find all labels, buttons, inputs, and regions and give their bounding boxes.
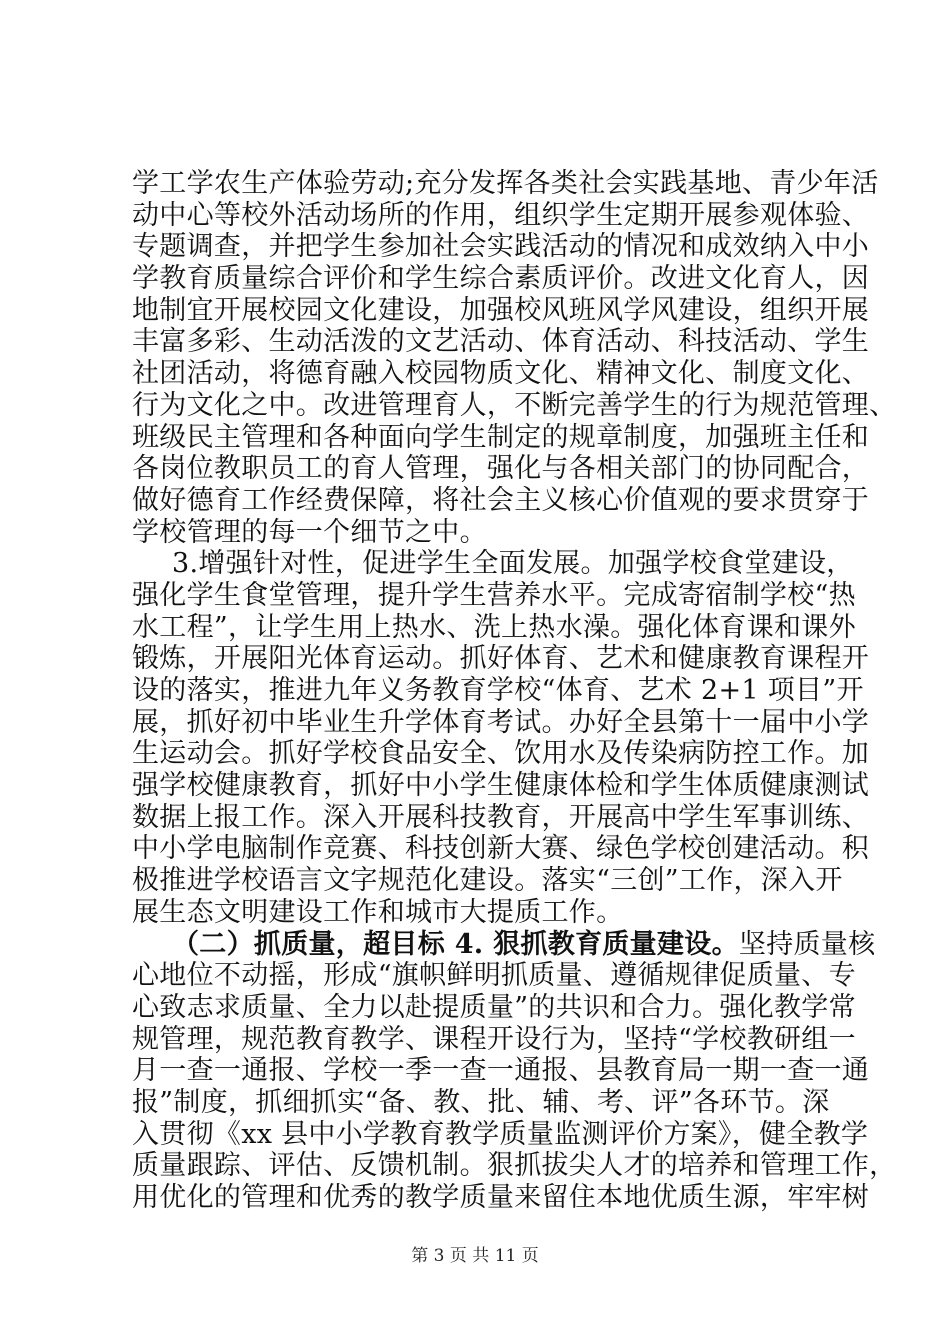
- text-line: 用优化的管理和优秀的教学质量来留住本地优质生源，牢牢树: [132, 1182, 870, 1213]
- text-line: 社团活动，将德育融入校园物质文化、精神文化、制度文化、: [132, 358, 870, 390]
- text-line: 月一查一通报、学校一季一查一通报、县教育局一期一查一通: [132, 1055, 870, 1087]
- text-line: 展生态文明建设工作和城市大提质工作。: [132, 896, 624, 928]
- text-line: 丰富多彩、生动活泼的文艺活动、体育活动、科技活动、学生: [132, 326, 870, 358]
- text-line: 学工学农生产体验劳动;充分发挥各类社会实践基地、青少年活: [132, 168, 879, 199]
- text-line: 入贯彻《xx 县中小学教育教学质量监测评价方案》，健全教学: [132, 1118, 869, 1150]
- text-line: 锻炼，开展阳光体育运动。抓好体育、艺术和健康教育课程开: [132, 643, 870, 675]
- text-line: 规管理，规范教育教学、课程开设行为，坚持“学校教研组一: [132, 1023, 856, 1055]
- text-line: 质量跟踪、评估、反馈机制。狠抓拔尖人才的培养和管理工作，: [132, 1150, 897, 1182]
- document-body: [132, 168, 897, 1214]
- text-line: 地制宜开展校园文化建设，加强校风班风学风建设，组织开展: [132, 294, 870, 326]
- text-line: 班级民主管理和各种面向学生制定的规章制度，加强班主任和: [132, 421, 870, 453]
- text-line: 做好德育工作经费保障，将社会主义核心价值观的要求贯穿于: [132, 484, 870, 516]
- text-line: 行为文化之中。改进管理育人，不断完善学生的行为规范管理、: [132, 389, 897, 421]
- text-line: 强学校健康教育，抓好中小学生健康体检和学生体质健康测试: [132, 770, 870, 802]
- text-line: 专题调查，并把学生参加社会实践活动的情况和成效纳入中小: [132, 231, 870, 263]
- text-run: 坚持质量核: [738, 928, 876, 960]
- text-line: 水工程”，让学生用上热水、洗上热水澡。强化体育课和课外: [132, 611, 856, 643]
- text-line: 各岗位教职员工的育人管理，强化与各相关部门的协同配合，: [132, 453, 870, 485]
- paragraph-2: [132, 548, 870, 928]
- text-line: 学校管理的每一个细节之中。: [132, 516, 487, 548]
- text-line: 报”制度，抓细抓实“备、教、批、辅、考、评”各环节。深: [132, 1086, 830, 1118]
- text-line: 极推进学校语言文字规范化建设。落实“三创”工作，深入开: [132, 865, 843, 897]
- text-line: 动中心等校外活动场所的作用，组织学生定期开展参观体验、: [132, 199, 870, 231]
- text-line: 中小学电脑制作竞赛、科技创新大赛、绿色学校创建活动。积: [132, 833, 870, 865]
- text-line: 心致志求质量、全力以赴提质量”的共识和合力。强化教学常: [132, 991, 856, 1023]
- text-line: 生运动会。抓好学校食品安全、饮用水及传染病防控工作。加: [132, 738, 870, 770]
- text-line: 展，抓好初中毕业生升学体育考试。办好全县第十一届中小学: [132, 706, 870, 738]
- text-line: 设的落实，推进九年义务教育学校“体育、艺术 2+1 项目”开: [132, 675, 864, 706]
- text-line: 3.增强针对性，促进学生全面发展。加强学校食堂建设，: [172, 548, 854, 580]
- text-line: 学教育质量综合评价和学生综合素质评价。改进文化育人，因: [132, 263, 870, 295]
- page-number-footer: 第 3 页 共 11 页: [411, 1246, 539, 1266]
- text-line: 数据上报工作。深入开展科技教育，开展高中学生军事训练、: [132, 801, 870, 833]
- text-line: 强化学生食堂管理，提升学生营养水平。完成寄宿制学校“热: [132, 579, 856, 611]
- paragraph-1: [132, 168, 897, 548]
- section-heading: （二）抓质量，超目标 4. 狠抓教育质量建设。: [172, 928, 739, 960]
- text-line: 心地位不动摇，形成“旗帜鲜明抓质量、遵循规律促质量、专: [132, 960, 856, 992]
- text-line: [132, 928, 876, 961]
- paragraph-3: [132, 928, 897, 1214]
